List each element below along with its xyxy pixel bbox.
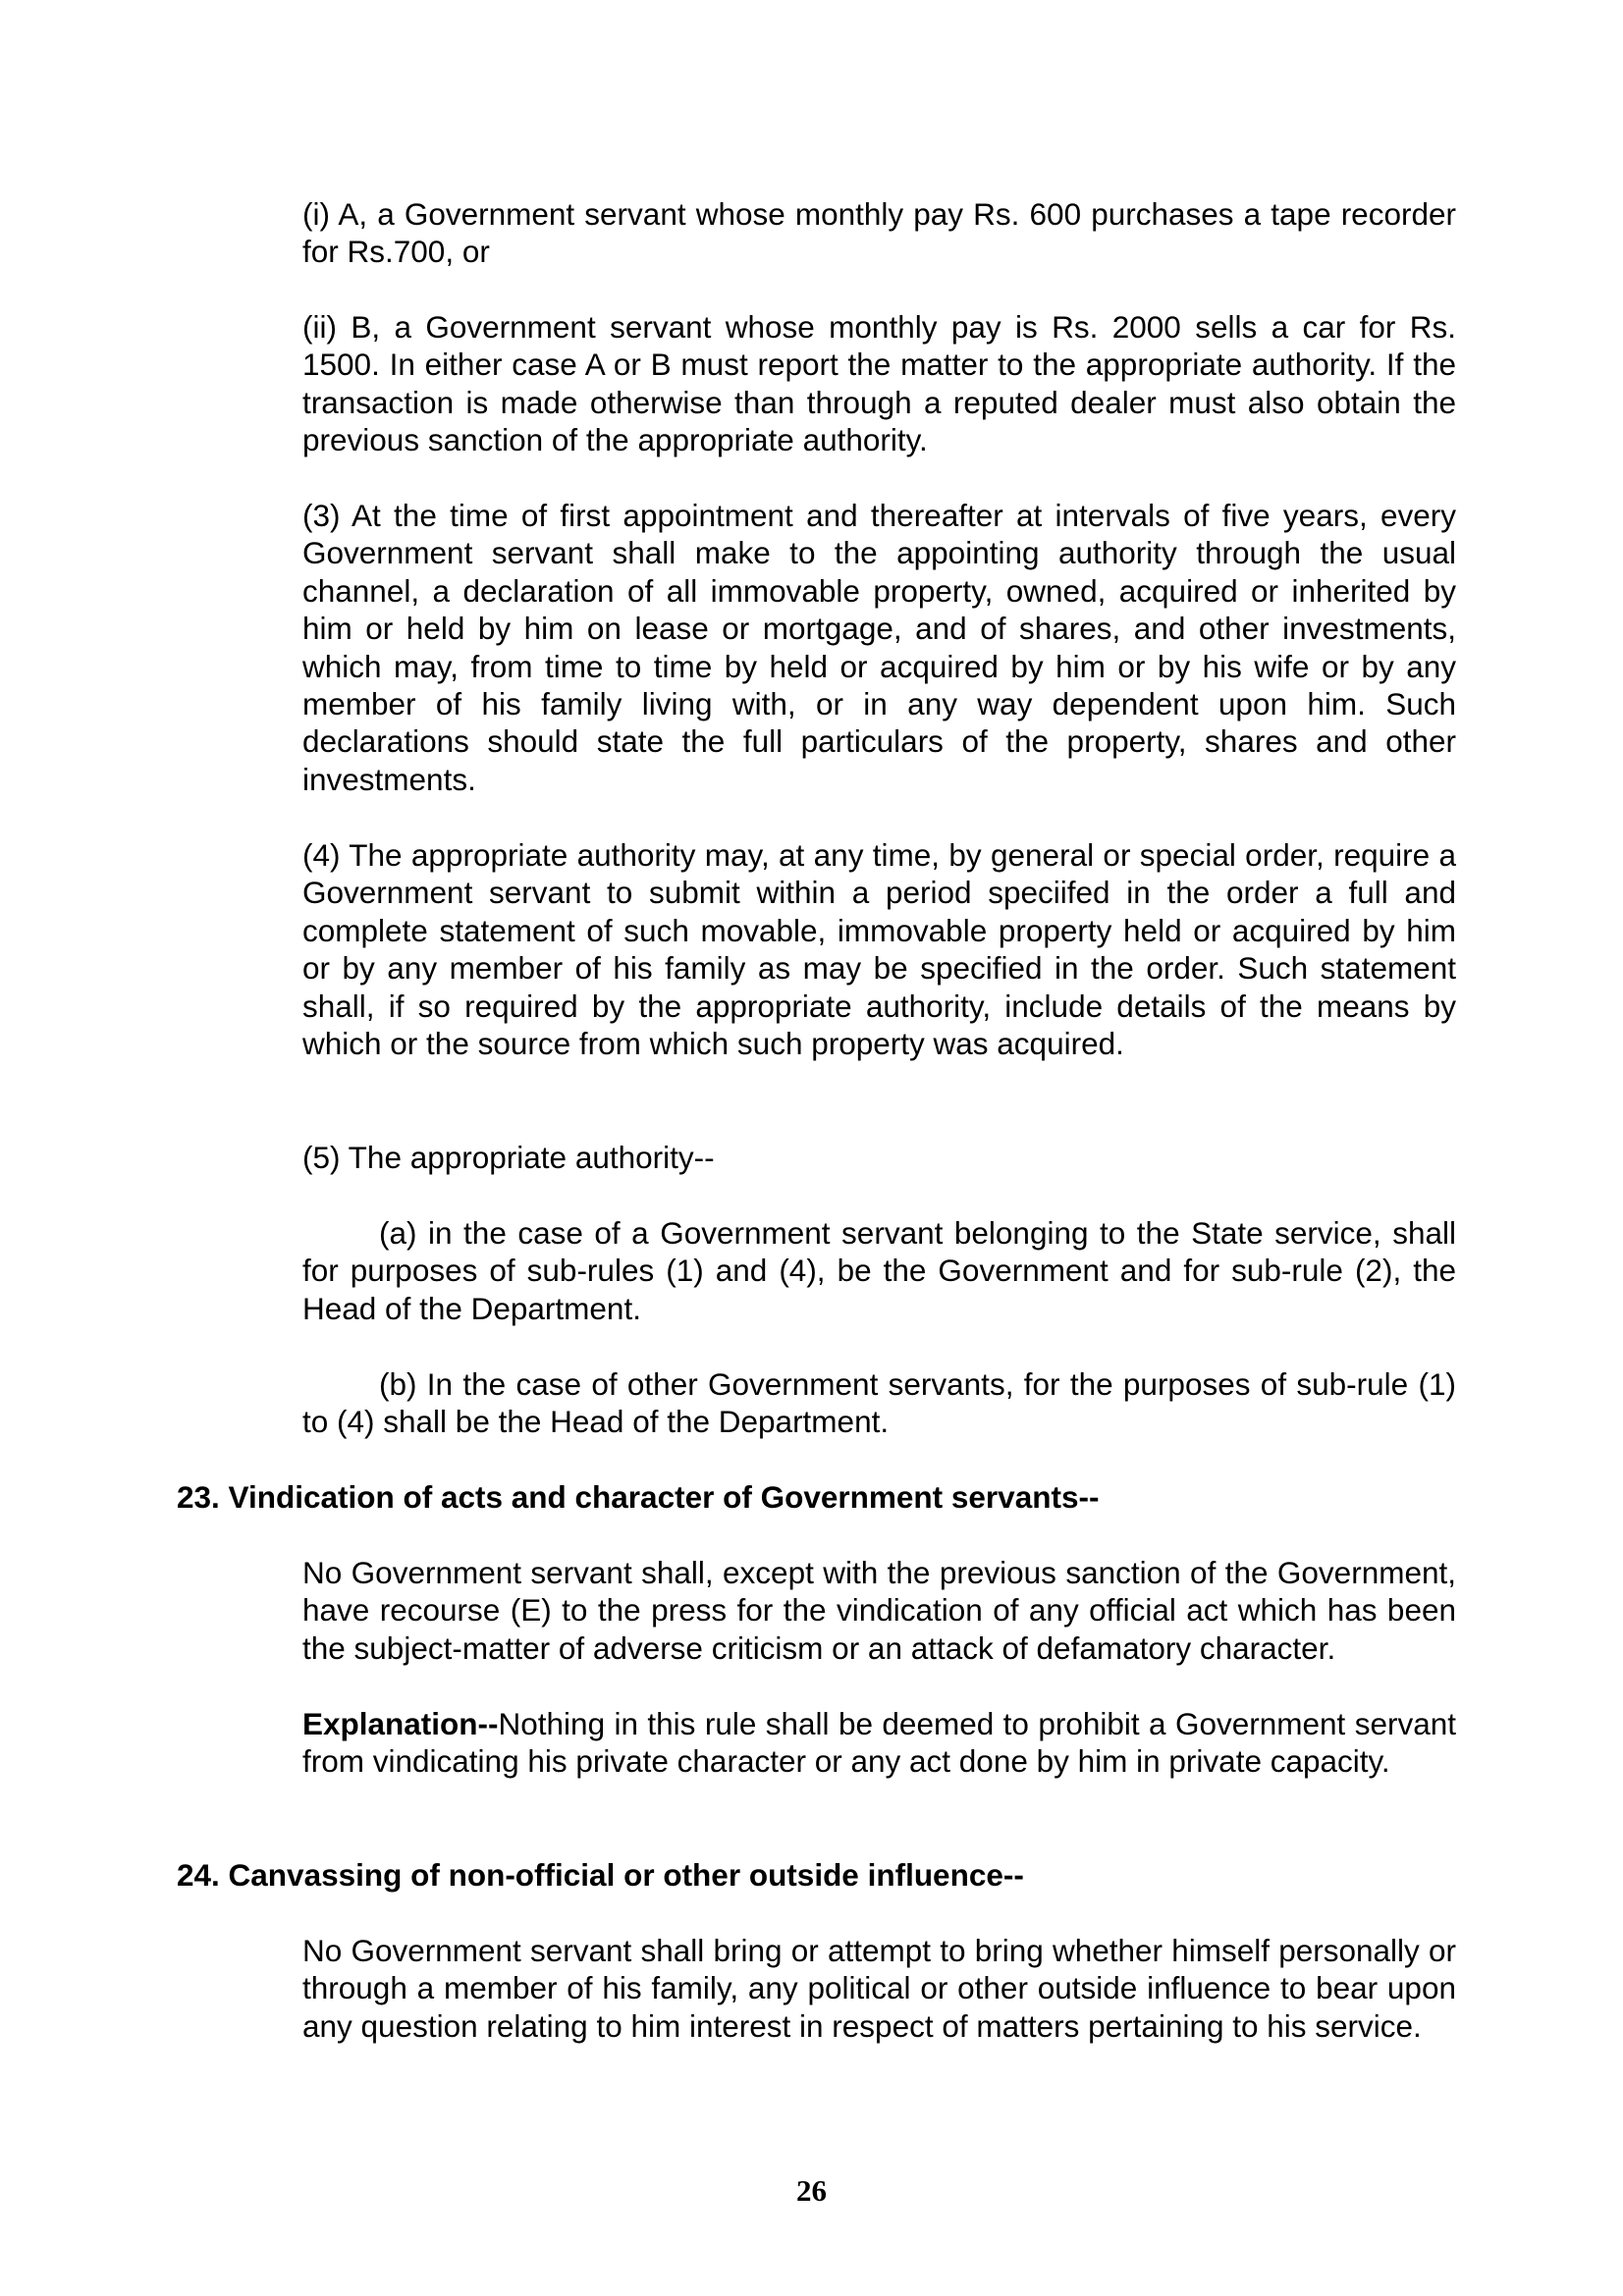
- paragraph-subrule-3: (3) At the time of first appointment and thereafter at intervals of five years, every Government servant shall make to the appointing authority through the usual channel, a declaration of all immovable property, owned, acquired or inherited by him or held by him on lease or mortgage, and of shares, and other investments, which may, from time to time by held or acquired by him or by his wife or by any member of his family living with, or in any way dependent upon him. Such declarations should state the full particulars of the property, shares and other investments.: [302, 498, 1456, 797]
- paragraph-subrule-5a: (a) in the case of a Government servant belonging to the State service, shall for purposes of sub-rules (1) and (4), be the Government and for sub-rule (2), the Head of the Department.: [302, 1215, 1456, 1326]
- section-23-body: No Government servant shall, except with the previous sanction of the Government, have recourse (E) to the press for the vindication of any official act which has been the subject-matter of adverse criticism or an attack of defamatory character.: [302, 1555, 1456, 1666]
- explanation-text: Nothing in this rule shall be deemed to prohibit a Government servant from vindicating his private character or any act done by him in private capacity.: [302, 1706, 1456, 1780]
- page-number: 26: [796, 2173, 827, 2208]
- section-24-heading: 24. Canvassing of non-official or other outside influence--: [177, 1857, 1024, 1893]
- section-23-heading: 23. Vindication of acts and character of Government servants--: [177, 1479, 1100, 1515]
- section-24-body: No Government servant shall bring or attempt to bring whether himself personally or through a member of his family, any political or other outside influence to bear upon any question relating to him interest in respect of matters pertaining to his service.: [302, 1933, 1456, 2044]
- explanation-label: Explanation--: [302, 1706, 499, 1741]
- paragraph-subrule-5: (5) The appropriate authority--: [302, 1140, 715, 1175]
- paragraph-example-ii: (ii) B, a Government servant whose monthly pay is Rs. 2000 sells a car for Rs. 1500. In either case A or B must report the matter to the appropriate authority. If the transaction is made otherwise than through a reputed dealer must also obtain the previous sanction of the appropriate authority.: [302, 309, 1456, 458]
- paragraph-example-i: (i) A, a Government servant whose monthly pay Rs. 600 purchases a tape recorder for Rs.700, or: [302, 196, 1456, 270]
- section-23-explanation: [302, 1705, 1456, 1781]
- paragraph-subrule-4: (4) The appropriate authority may, at any time, by general or special order, require a Government servant to submit within a period speciifed in the order a full and complete statement of such movable, immovable property held or acquired by him or by any member of his family as may be specified in the order. Such statement shall, if so required by the appropriate authority, include details of the means by which or the source from which such property was acquired.: [302, 837, 1456, 1062]
- paragraph-subrule-5b: (b) In the case of other Government servants, for the purposes of sub-rule (1) to (4) shall be the Head of the Department.: [302, 1366, 1456, 1440]
